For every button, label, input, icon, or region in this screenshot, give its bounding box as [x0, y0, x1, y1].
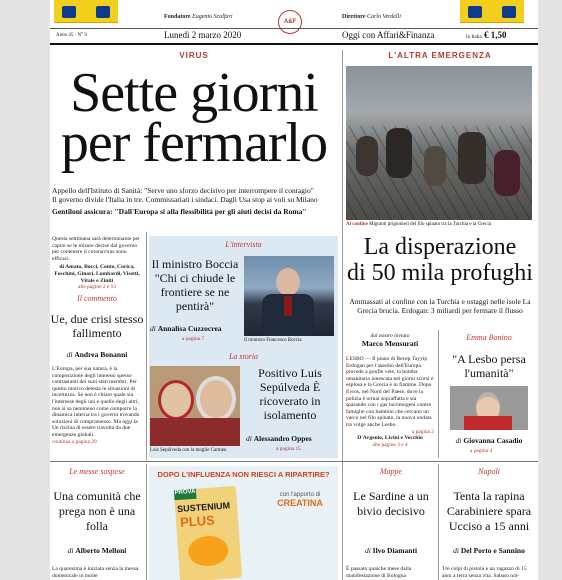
sepulveda-caption: Luis Sepúlveda con la moglie Carmen [150, 448, 227, 453]
messe-title: Una comunità che prega non è una folla [53, 489, 141, 533]
newspaper-front-page [50, 0, 538, 580]
lead-kicker: VIRUS [179, 51, 209, 60]
commento-title: Ue, due crisi stesso fallimento [50, 312, 144, 340]
summary-link[interactable]: alle pagine 2 e 13 [77, 284, 117, 291]
refugees-headline: La disperazione di 50 mila profughi [347, 234, 533, 286]
storia-section: La storia [228, 352, 259, 361]
mappe-byline: di Ilvo Diamanti [364, 546, 418, 555]
envoy-byline: dal nostro inviato Marco Mensurati [361, 333, 419, 348]
napoli-title: Tenta la rapina Carabiniere spara Ucciso a 15 anni [446, 489, 532, 533]
supplement-line: Oggi con Affari&Finanza [342, 30, 435, 40]
affari-finanza-seal: A&F [278, 10, 302, 34]
storia-title: Positivo Luis Sepúlveda È ricoverato in isolamento [258, 366, 322, 422]
commento-link[interactable]: continua a pagina 29 [52, 438, 97, 445]
year-issue: Anno 45 · N° 9 [56, 33, 87, 38]
envoy-link[interactable]: a pagina 2 [411, 428, 434, 435]
refugees-deck: Ammassati al confine con la Turchia e ostaggi nelle isole La Grecia brucia. Erdogan: 3 miliardi per fermare il flusso [349, 297, 531, 315]
intervista-byline: di Annalisa Cuzzocrea [150, 324, 222, 333]
messe-body: La quaresima è iniziata senza la messa domenicale in molte [52, 566, 139, 579]
sepulveda-photo [150, 366, 240, 446]
mappe-body: È passato qualche mese dalla manifestazione di Bologna [346, 566, 412, 579]
others-link[interactable]: alle pagine 3 e 4 [372, 441, 408, 448]
boccia-caption: Il ministro Francesco Boccia [244, 338, 302, 343]
director-line: Direttore Carlo Verdelli [342, 14, 401, 20]
commento-body: L'Europa, per sua natura, è la composizione degli interessi spesso contrastanti dei suoi stati membri. Per questo motivo detesta le situazioni di incertezza. Se non è chiaro quale sia l'interesse degli uni e quello degli altri, non si sa nemmeno come comporre la dinamica interna tra i governi trovando soluzioni di compromesso. Ma oggi la Ue rischia di essere travolta da due emergenze globali. continua a pagina 29 [52, 366, 142, 445]
price: In Italia € 1,50 [466, 30, 507, 40]
bonino-byline: di Giovanna Casadio [455, 436, 523, 445]
lead-summary: Questa settimana sarà determinante per capire se le misure decise dal governo per contenere il coronavirus sono efficaci. di Amato, Bocci, Conte, Corica, Foschini, Ginori, Lombardi, Visetti, Vitale e Ziniti alle pagine 2 e 13 [52, 236, 142, 291]
bonino-photo [450, 386, 528, 430]
messe-byline: di Alberto Melloni [67, 546, 127, 555]
sustenium-ad[interactable]: DOPO L'INFLUENZA NON RIESCI A RIPARTIRE? PROVA SUSTENIUM PLUS con l'apporto di CREATINA [149, 466, 338, 580]
napoli-byline: di Del Porto e Sannino [453, 546, 525, 555]
commento-section: Il commento [77, 294, 117, 303]
commento-byline: di Andrea Bonanni [66, 350, 128, 359]
bonino-title: "A Lesbo persa l'umanità" [452, 352, 526, 380]
storia-byline: di Alessandro Oppes [246, 434, 312, 443]
founder-line: Fondatore Eugenio Scalfari [164, 14, 233, 20]
lead-headline: Sette giorni per fermarlo [60, 62, 328, 174]
intervista-section: L'intervista [225, 240, 262, 249]
napoli-body: Tre colpi di pistola e un ragazzo di 15 anni a terra senza vita. Sabato not- [442, 566, 527, 579]
issue-date: Lunedì 2 marzo 2020 [164, 30, 242, 40]
right-ear-logo [460, 0, 524, 23]
intervista-link[interactable]: a pagina 7 [182, 336, 205, 342]
napoli-section: Napoli [478, 467, 500, 476]
mappe-section: Mappe [379, 467, 403, 476]
messe-section: Le messe sospese [69, 467, 125, 476]
refugees-caption: Al confine Migranti prigionieri del filo spinato tra la Turchia e la Grecia [346, 222, 491, 227]
lead-deck: Appello dell'Istituto di Sanità: "Serve uno sforzo decisivo per interrompere il contagio" Il governo divide l'Italia in tre. Commissariati i sindaci. Dagli Usa stop ai voli su Milano Gentiloni assicura: "Dall'Europa si alla flessibilità per gli aiuti decisi da Roma" [52, 186, 318, 216]
intervista-title: Il ministro Boccia "Chi ci chiude le frontiere se ne pentirà" [151, 257, 239, 313]
left-ear-logo [54, 0, 118, 23]
mappe-title: Le Sardine a un bivio decisivo [353, 489, 429, 518]
bonino-section: Emma Bonino [466, 333, 512, 342]
storia-link[interactable]: a pagina 15 [276, 446, 301, 452]
bonino-link[interactable]: a pagina 4 [470, 448, 493, 454]
refugees-kicker: L'ALTRA EMERGENZA [388, 51, 492, 60]
envoy-body: LESBO — Il piano di Recep Tayyip Erdogan per l'assedio dell'Europa procede a gonfie vele, la bomba umanitaria innescata nei giorni scorsi è esplosa e la Grecia è in fiamme. Dopo Evros, nel Nord del Paese, dove la polizia è ormai sopraffatta e sta sparando con i gas lacrimogeni contro famiglie con bambini che cercano un varco nel filo spinato, la nuova ondata tra volge anche Lesbo. a pagina 2 D'Argenio, Livini e Vecchio alle pagine 3 e 4 [346, 356, 434, 448]
refugees-photo [346, 66, 532, 220]
boccia-photo [244, 256, 334, 336]
